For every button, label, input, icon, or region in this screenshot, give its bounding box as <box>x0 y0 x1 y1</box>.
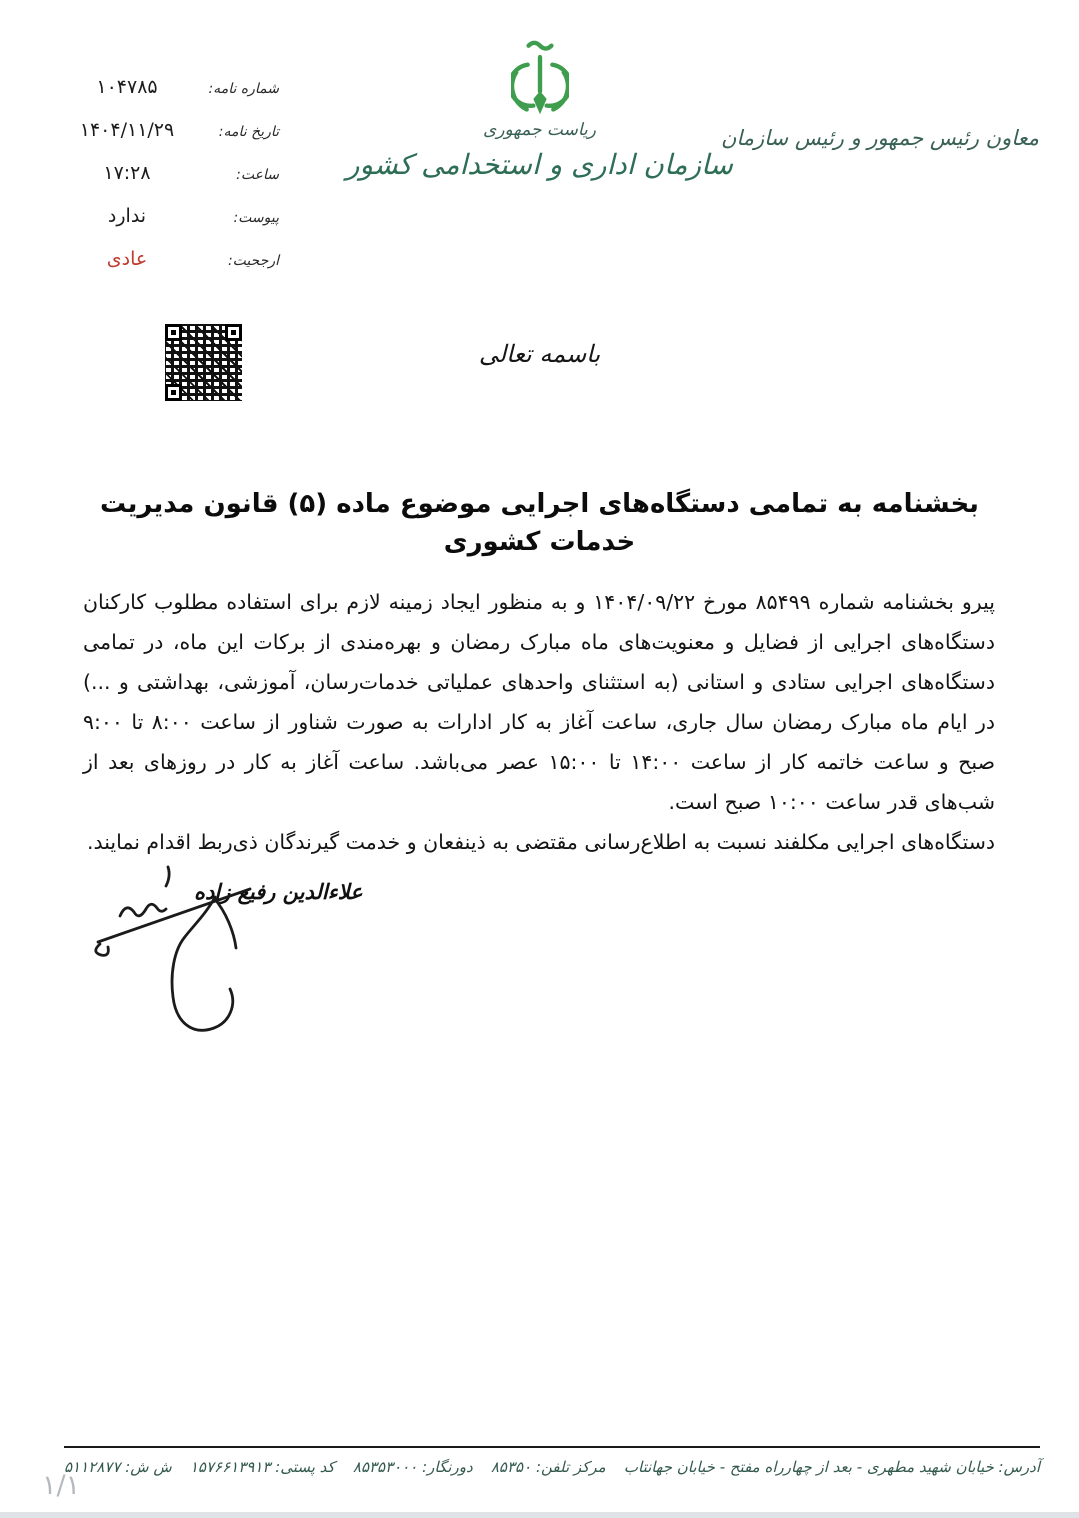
organization-name: سازمان اداری و استخدامی کشور <box>345 148 734 181</box>
footer-divider <box>64 1446 1040 1448</box>
circular-title: بخشنامه به تمامی دستگاه‌های اجرایی موضوع ماده (۵) قانون مدیریت خدمات کشوری <box>100 489 979 557</box>
meta-row-time <box>57 162 279 205</box>
priority-value: عادی <box>106 248 148 270</box>
body-paragraph-1: پیرو بخشنامه شماره ۸۵۴۹۹ مورخ ۱۴۰۴/۰۹/۲۲ و به منظور ایجاد زمینه لازم برای استفاده مطلوب کارکنان دستگاه‌های اجرایی از فضایل و معنویت‌های ماه مبارک رمضان و بهره‌مندی از برکات این ماه، در تمامی دستگاه‌های اجرایی ستادی و استانی (به استثنای واحدهای عملیاتی خدمات‌رسان، آموزشی، بهداشتی و ...) در ایام ماه مبارک رمضان سال جاری، ساعت آغاز به کار ادارات به صورت شناور از ساعت ۸:۰۰ تا ۹:۰۰ صبح و ساعت خاتمه کار از ساعت ۱۴:۰۰ تا ۱۵:۰۰ عصر می‌باشد. ساعت آغاز به کار در روزهای بعد از شب‌های قدر ساعت ۱۰:۰۰ صبح است. <box>83 590 996 814</box>
iran-emblem-icon <box>511 40 569 118</box>
signature-block <box>86 852 396 1067</box>
qr-finder-icon <box>165 324 182 341</box>
letter-meta-block <box>57 76 279 291</box>
letter-body <box>83 582 995 862</box>
presidency-label: ریاست جمهوری <box>483 120 596 140</box>
deputy-title: معاون رئیس جمهور و رئیس سازمان <box>720 126 1039 150</box>
header-org-block <box>310 40 770 181</box>
bismillah-text: باسمه تعالی <box>478 340 601 368</box>
signatory-name: علاءالدین رفیع زاده <box>194 880 363 904</box>
footer-value: ۸۵۳۵۰ <box>490 1458 532 1476</box>
scan-edge-strip <box>0 1512 1079 1518</box>
meta-label: شماره نامه: <box>208 81 279 97</box>
footer-tracking-number <box>64 1458 172 1476</box>
qr-finder-icon <box>225 324 242 341</box>
footer-value: خیابان شهید مطهری - بعد از چهارراه مفتح - خیابان جهانتاب <box>623 1458 994 1476</box>
page-number: ۱/۱ <box>42 1470 81 1501</box>
meta-label: ساعت: <box>236 167 279 183</box>
meta-row-date <box>57 119 279 162</box>
footer-value: ۵۱۱۲۸۷۷ <box>64 1458 121 1476</box>
footer-label: ش ش: <box>125 1458 172 1476</box>
footer-postal-code <box>190 1458 335 1476</box>
footer-value: ۸۵۳۵۳۰۰۰ <box>352 1458 418 1476</box>
meta-row-number <box>57 76 279 119</box>
letter-number: ۱۰۴۷۸۵ <box>96 76 158 98</box>
footer-label: مرکز تلفن: <box>535 1458 606 1476</box>
footer-label: کد پستی: <box>275 1458 335 1476</box>
meta-label: تاریخ نامه: <box>218 124 279 140</box>
footer-phone-center <box>491 1458 606 1476</box>
meta-row-attachment <box>57 205 279 248</box>
letter-time: ۱۷:۲۸ <box>103 162 151 184</box>
footer-value: ۱۵۷۶۶۱۳۹۱۳ <box>189 1458 271 1476</box>
letter-date: ۱۴۰۴/۱۱/۲۹ <box>79 119 175 141</box>
body-paragraph-2: دستگاه‌های اجرایی مکلفند نسبت به اطلاع‌رسانی مقتضی به ذینفعان و خدمت گیرندگان ذی‌ربط اقدام نمایند. <box>86 830 995 854</box>
meta-row-priority <box>57 248 279 291</box>
meta-label: پیوست: <box>233 210 279 226</box>
attachment-status: ندارد <box>107 205 147 227</box>
signature-scribble <box>86 852 396 1067</box>
meta-label: ارجحیت: <box>227 253 279 269</box>
qr-finder-icon <box>165 384 182 401</box>
footer-label: دورنگار: <box>422 1458 473 1476</box>
footer-address <box>624 1458 1040 1476</box>
footer-fax <box>353 1458 473 1476</box>
footer-contact-row <box>64 1458 1040 1476</box>
footer-label: آدرس: <box>998 1458 1040 1476</box>
